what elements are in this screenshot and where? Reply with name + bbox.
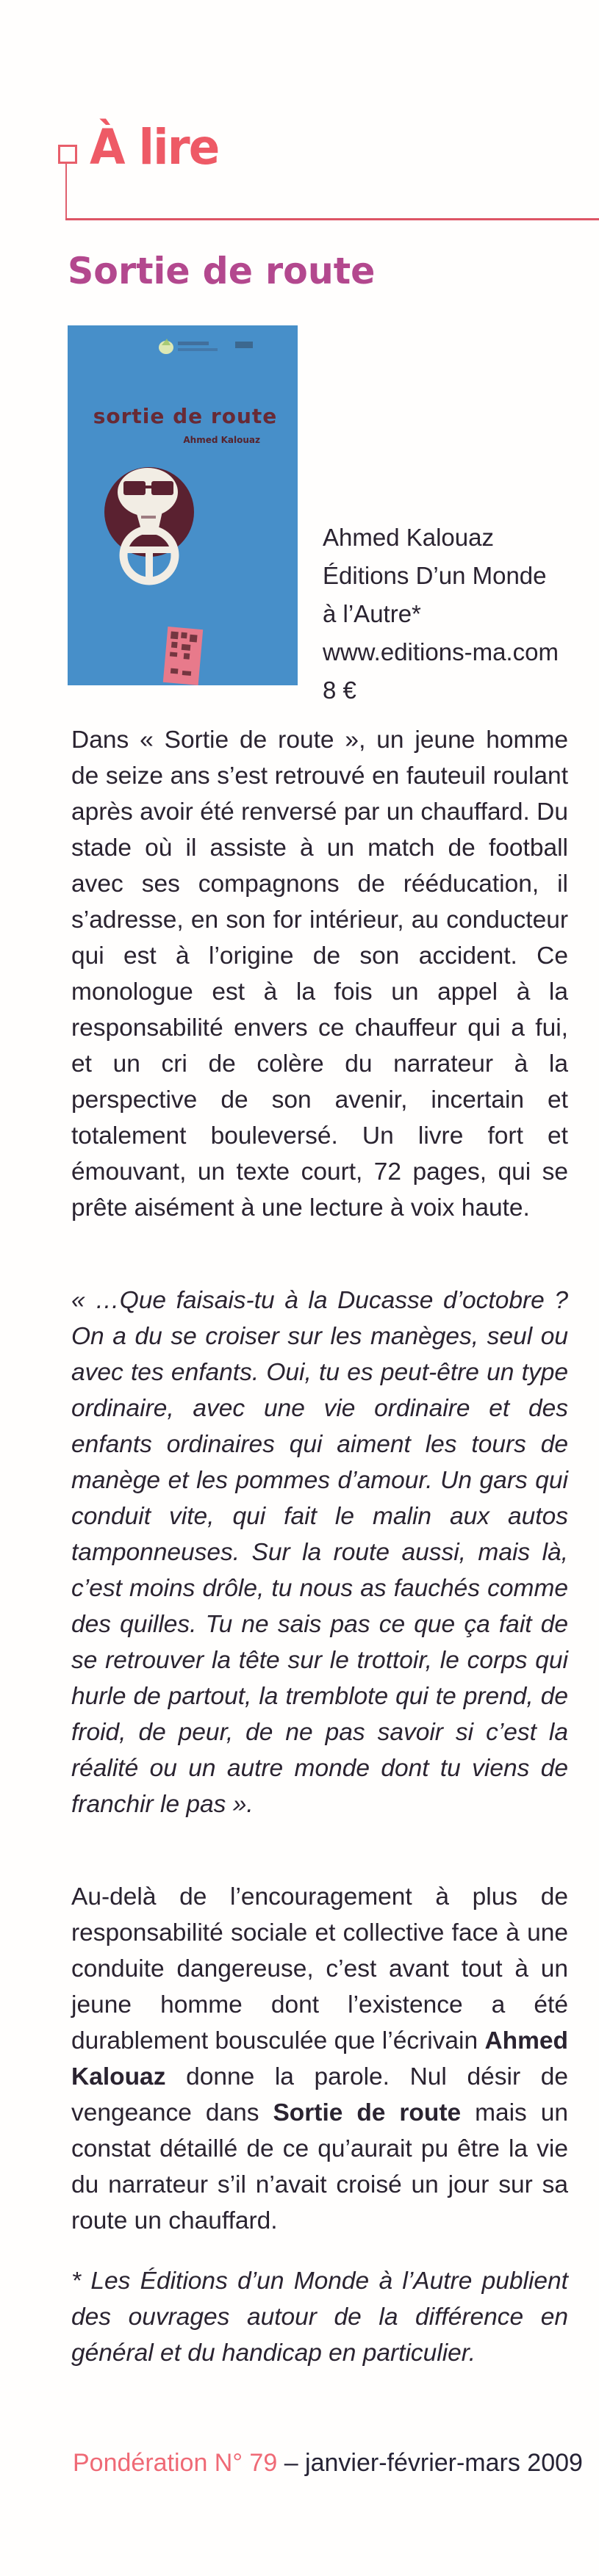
book-cover	[68, 325, 298, 685]
article-paragraph-1: Dans « Sortie de route », un jeune homme de seize ans s’est retrouvé en fauteuil roulant après avoir été renversé par un chauffard. Du stade où il assiste à un match de football avec ses compagnons de rééducation, il s’adresse, en son for intérieur, au conducteur qui est à l’origine de son accident. Ce monologue est à la fois un appel à la responsabilité envers ce chauffeur qui a fui, et un cri de colère du narrateur à la perspective de son avenir, incertain et totalement bouleversé. Un livre fort et émouvant, un texte court, 72 pages, qui se prête aisément à une lecture à voix haute.	[71, 726, 568, 1222]
book-info-publisher-line2: à l’Autre*	[323, 600, 421, 627]
book-info	[323, 519, 573, 710]
book-info-author: Ahmed Kalouaz	[323, 524, 494, 551]
face-illustration	[104, 467, 194, 557]
paragraph3-text-2: donne la parole. Nul désir de vengeance dans	[71, 2063, 568, 2126]
footer-issue-date: – janvier-février-mars 2009	[284, 2449, 583, 2477]
section-marker-icon	[58, 145, 77, 164]
publisher-stamp	[163, 627, 203, 685]
paragraph3-text-3: mais un constat détaillé de ce qu’aurait pu être la vie du narrateur s’il n’avait croisé un jour sur sa route un chauffard.	[71, 2099, 568, 2234]
paragraph3-author-bold: Ahmed Kalouaz	[71, 2027, 568, 2090]
section-header: À lire	[90, 119, 219, 176]
cover-author: Ahmed Kalouaz	[183, 435, 260, 445]
page-footer	[73, 2449, 583, 2478]
book-info-website: www.editions-ma.com	[323, 638, 559, 665]
header-rule-horizontal	[65, 218, 599, 220]
footer-journal-name: Pondération N° 79	[73, 2449, 278, 2477]
header-rule-vertical	[65, 163, 67, 220]
article-quote: « …Que faisais-tu à la Ducasse d’octobre ? On a du se croiser sur les manèges, seul ou avec tes enfants. Oui, tu es peut-être un type ordinaire, avec une vie ordinaire et des enfants ordinaires qui aiment les tours de manège et les pommes d’amour. Un gars qui conduit vite, qui fait le malin aux autos tamponneuses. Sur la route aussi, mais là, c’est moins drôle, tu nous as fauchés comme des quilles. Tu ne sais pas ce que ça fait de se retrouver la tête sur le trottoir, le corps qui hurle de partout, la tremblote qui te prend, de froid, de peur, de ne pas savoir si c’est la réalité ou un autre monde dont tu viens de franchir le pas ».	[71, 1287, 568, 1818]
paragraph3-text-1: Au-delà de l’encouragement à plus de responsabilité sociale et collective face à une conduite dangereuse, c’est avant tout à un jeune homme dont l’existence a été durablement bousculée que l’écrivain	[71, 1883, 568, 2054]
book-info-price: 8 €	[323, 677, 356, 704]
article-title: Sortie de route	[68, 250, 376, 292]
book-info-publisher-line1: Éditions D’un Monde	[323, 562, 547, 589]
article-paragraph-3	[71, 1879, 568, 2239]
article-footnote: * Les Éditions d’un Monde à l’Autre publient des ouvrages autour de la différence en général et du handicap en particulier.	[71, 2267, 568, 2367]
cover-title: sortie de route	[93, 404, 278, 428]
book-cover-image	[68, 325, 298, 685]
paragraph3-title-bold: Sortie de route	[273, 2099, 462, 2126]
